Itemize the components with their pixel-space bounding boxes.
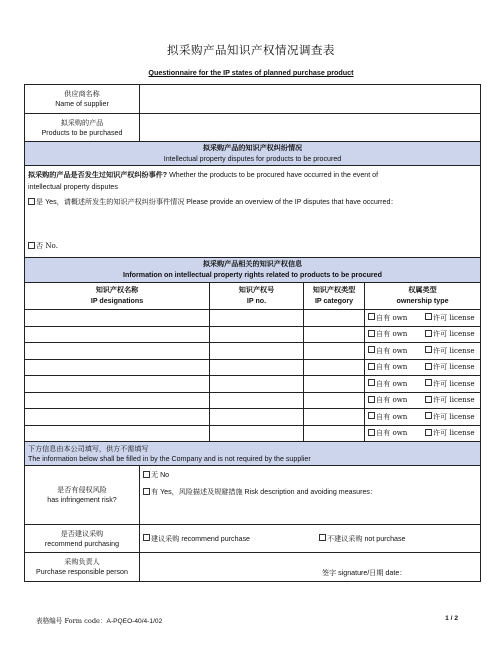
- infringement-yes-checkbox[interactable]: [143, 488, 150, 495]
- col-ownership-type: [365, 283, 481, 310]
- ip-header-cn: 拟采购产品相关的知识产权信息: [202, 260, 303, 268]
- ip-row: [25, 326, 481, 343]
- dispute-yes-checkbox[interactable]: [28, 198, 35, 205]
- responsible-row: [25, 553, 481, 582]
- ownership-cell: [365, 376, 481, 393]
- ip-header-en: Information on intellectual property rights related to products to be procured: [123, 271, 382, 279]
- license-checkbox[interactable]: [425, 412, 432, 419]
- products-label-cn: 拟采购的产品: [60, 117, 104, 127]
- infringement-label-cell: [25, 466, 140, 525]
- license-checkbox[interactable]: [425, 363, 432, 370]
- own-checkbox[interactable]: [368, 379, 375, 386]
- ownership-cell: [365, 310, 481, 327]
- license-label: 许可 license: [433, 378, 475, 388]
- ownership-cell: [365, 343, 481, 360]
- ip-category-cell[interactable]: [304, 310, 365, 327]
- responsible-label-en: Purchase responsible person: [36, 568, 128, 576]
- recommend-label-cell: [25, 525, 140, 553]
- form-code: [36, 615, 162, 625]
- ip-no-cell[interactable]: [210, 326, 304, 343]
- license-checkbox[interactable]: [425, 346, 432, 353]
- products-label-cell: [25, 114, 140, 142]
- disputes-question-en: Whether the products to be procured have occurred in the event of: [167, 171, 379, 179]
- ip-header-row: [25, 258, 481, 283]
- col-ip-designations-cn: 知识产权名称: [95, 286, 139, 294]
- ip-category-cell[interactable]: [304, 376, 365, 393]
- form-code-label: 表格编号 Form code：: [36, 617, 107, 625]
- recommend-yes-label: 建议采购 recommend purchase: [151, 534, 250, 543]
- license-label: 许可 license: [433, 411, 475, 421]
- infringement-yes-label: 有 Yes，风险描述及规避措施 Risk description and avoiding measures：: [151, 488, 378, 496]
- infringement-row: [25, 466, 481, 525]
- ip-columns-row: [25, 283, 481, 310]
- col-ip-no-en: IP no.: [246, 297, 267, 305]
- dispute-no-checkbox[interactable]: [28, 242, 35, 249]
- ownership-cell: [365, 425, 481, 442]
- ip-designation-cell[interactable]: [25, 425, 210, 442]
- responsible-label-cell: [25, 553, 140, 582]
- recommend-options: [140, 525, 481, 553]
- own-label: 自有 own: [376, 362, 408, 372]
- ip-designation-cell[interactable]: [25, 392, 210, 409]
- license-checkbox[interactable]: [425, 313, 432, 320]
- license-checkbox[interactable]: [425, 330, 432, 337]
- ip-category-cell[interactable]: [304, 326, 365, 343]
- signature-date-label: 签字 signature/日期 date：: [322, 569, 407, 577]
- col-ip-category: [304, 283, 365, 310]
- infringement-label-en: has infringement risk?: [47, 496, 117, 504]
- ip-category-cell[interactable]: [304, 409, 365, 426]
- responsible-label-cn: 采购负责人: [64, 557, 100, 566]
- page-subtitle: Questionnaire for the IP states of planned purchase product: [148, 68, 354, 77]
- col-ip-no-cn: 知识产权号: [238, 286, 275, 294]
- own-checkbox[interactable]: [368, 363, 375, 370]
- disputes-question-en2: intellectual property disputes: [28, 183, 118, 191]
- ip-header: [25, 258, 481, 283]
- supplier-label-en: Name of supplier: [55, 100, 109, 108]
- ip-no-cell[interactable]: [210, 310, 304, 327]
- license-label: 许可 license: [433, 395, 475, 405]
- ip-row: [25, 425, 481, 442]
- license-label: 许可 license: [433, 312, 475, 322]
- col-ip-designations: [25, 283, 210, 310]
- company-header-row: [25, 442, 481, 466]
- products-field[interactable]: [140, 114, 481, 142]
- license-label: 许可 license: [433, 428, 475, 438]
- ip-designation-cell[interactable]: [25, 326, 210, 343]
- own-label: 自有 own: [376, 378, 408, 388]
- ip-row: [25, 409, 481, 426]
- ownership-cell: [365, 359, 481, 376]
- disputes-body: [25, 166, 481, 258]
- recommend-label-cn: 是否建议采购: [60, 528, 104, 538]
- dispute-yes-en: Please provide an overview of the IP disputes that have occurred：: [186, 198, 398, 206]
- disputes-body-row: [25, 166, 481, 258]
- ip-no-cell[interactable]: [210, 409, 304, 426]
- dispute-yes-cn: 是 Yes，请概述所发生的知识产权纠纷事件情况: [36, 198, 187, 206]
- products-row: [25, 114, 481, 142]
- products-label-en: Products to be purchased: [41, 128, 123, 137]
- own-checkbox[interactable]: [368, 330, 375, 337]
- col-ip-category-cn: 知识产权类型: [312, 286, 356, 294]
- company-header-cn: 下方信息由本公司填写，供方不需填写: [28, 443, 149, 453]
- col-ownership-type-en: ownership type: [396, 297, 449, 305]
- disputes-header-row: [25, 142, 481, 166]
- own-label: 自有 own: [376, 329, 408, 339]
- page-number: 1 / 2: [445, 615, 458, 622]
- ip-row: [25, 376, 481, 393]
- col-ip-category-en: IP category: [314, 297, 354, 305]
- dispute-no-label: 否 No.: [36, 241, 58, 250]
- ip-designation-cell[interactable]: [25, 343, 210, 360]
- ip-category-cell[interactable]: [304, 359, 365, 376]
- own-label: 自有 own: [376, 312, 408, 322]
- infringement-options: [140, 466, 481, 525]
- ip-category-cell[interactable]: [304, 392, 365, 409]
- questionnaire-table: [24, 84, 481, 582]
- recommend-no-label: 不建议采购 not purchase: [327, 534, 406, 543]
- supplier-row: [25, 85, 481, 114]
- ip-designation-cell[interactable]: [25, 310, 210, 327]
- own-label: 自有 own: [376, 428, 408, 438]
- disputes-header-cn: 拟采购产品的知识产权纠纷情况: [202, 143, 303, 152]
- supplier-label-cell: [25, 85, 140, 114]
- form-code-value: A-PQEO-40/4-1/02: [106, 618, 163, 625]
- ip-category-cell[interactable]: [304, 343, 365, 360]
- disputes-header: [25, 142, 481, 166]
- license-label: 许可 license: [433, 329, 475, 339]
- ownership-cell: [365, 409, 481, 426]
- ip-row: [25, 359, 481, 376]
- infringement-no-label: 无 No: [151, 471, 170, 479]
- license-checkbox[interactable]: [425, 379, 432, 386]
- supplier-field[interactable]: [140, 85, 481, 114]
- col-ip-designations-en: IP designations: [90, 297, 144, 305]
- ip-designation-cell[interactable]: [25, 409, 210, 426]
- ownership-cell: [365, 392, 481, 409]
- company-header-en: The information below shall be filled in by the Company and is not required by the supplier: [28, 454, 311, 463]
- responsible-signature-cell[interactable]: [140, 553, 481, 582]
- disputes-header-en: Intellectual property disputes for products to be procured: [163, 154, 342, 163]
- own-checkbox[interactable]: [368, 346, 375, 353]
- ip-no-cell[interactable]: [210, 343, 304, 360]
- company-header: [25, 442, 481, 466]
- license-checkbox[interactable]: [425, 429, 432, 436]
- license-label: 许可 license: [433, 362, 475, 372]
- own-label: 自有 own: [376, 345, 408, 355]
- ip-category-cell[interactable]: [304, 425, 365, 442]
- recommend-yes-checkbox[interactable]: [143, 534, 150, 541]
- ip-no-cell[interactable]: [210, 425, 304, 442]
- disputes-question-cn: 拟采购的产品是否发生过知识产权纠纷事件?: [28, 171, 168, 179]
- own-checkbox[interactable]: [368, 412, 375, 419]
- own-checkbox[interactable]: [368, 396, 375, 403]
- infringement-no-checkbox[interactable]: [143, 471, 150, 478]
- ip-no-cell[interactable]: [210, 359, 304, 376]
- infringement-label-cn: 是否有侵权风险: [57, 485, 107, 494]
- own-checkbox[interactable]: [368, 313, 375, 320]
- ip-row: [25, 343, 481, 360]
- ip-no-cell[interactable]: [210, 392, 304, 409]
- ip-row: [25, 310, 481, 327]
- license-checkbox[interactable]: [425, 396, 432, 403]
- own-checkbox[interactable]: [368, 429, 375, 436]
- ownership-cell: [365, 326, 481, 343]
- page-title: 拟采购产品知识产权情况调查表: [167, 45, 335, 57]
- ip-no-cell[interactable]: [210, 376, 304, 393]
- own-label: 自有 own: [376, 395, 408, 405]
- license-label: 许可 license: [433, 345, 475, 355]
- recommend-no-checkbox[interactable]: [319, 534, 326, 541]
- col-ip-no: [210, 283, 304, 310]
- recommend-row: [25, 525, 481, 553]
- ip-designation-cell[interactable]: [25, 376, 210, 393]
- ip-row: [25, 392, 481, 409]
- recommend-label-en: recommend purchasing: [44, 539, 120, 548]
- supplier-label-cn: 供应商名称: [64, 89, 100, 98]
- ip-designation-cell[interactable]: [25, 359, 210, 376]
- col-ownership-type-cn: 权属类型: [408, 286, 437, 294]
- own-label: 自有 own: [376, 411, 408, 421]
